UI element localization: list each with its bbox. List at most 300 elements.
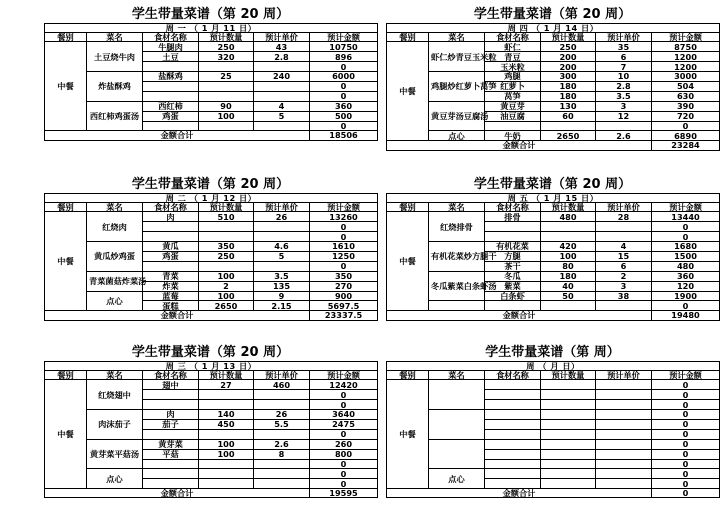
unit-price: 12 (596, 111, 652, 121)
unit-price (254, 261, 310, 271)
planned-quantity (199, 62, 254, 72)
planned-quantity: 180 (541, 271, 596, 281)
planned-amount: 360 (310, 101, 378, 111)
unit-price (254, 400, 310, 410)
unit-price (254, 232, 310, 242)
total-label: 金额合计 (387, 311, 652, 320)
ingredient-name: 红萝卜 (485, 81, 541, 91)
unit-price (596, 419, 652, 429)
column-header: 预计数量 (541, 371, 596, 380)
planned-quantity: 60 (541, 111, 596, 121)
planned-amount: 12420 (310, 380, 378, 390)
menu-table (44, 23, 378, 141)
total-label: 金额合计 (387, 489, 652, 498)
unit-price: 2.15 (254, 301, 310, 311)
total-label: 金额合计 (45, 489, 310, 498)
ingredient-name: 牛腿肉 (143, 42, 199, 52)
planned-amount: 360 (652, 271, 720, 281)
unit-price: 2 (596, 271, 652, 281)
unit-price (596, 222, 652, 232)
planned-quantity: 320 (199, 52, 254, 62)
planned-amount: 0 (652, 390, 720, 400)
ingredient-name: 黄瓜 (143, 242, 199, 252)
unit-price: 38 (596, 291, 652, 301)
dish-name (429, 380, 485, 410)
unit-price (254, 479, 310, 489)
dish-name: 红烧肉 (87, 212, 143, 242)
planned-amount: 0 (652, 479, 720, 489)
planned-amount: 0 (310, 469, 378, 479)
planned-amount: 0 (310, 390, 378, 400)
total-amount: 19480 (652, 311, 720, 320)
column-header: 预计单价 (596, 203, 652, 212)
planned-quantity: 180 (541, 81, 596, 91)
total-row (45, 131, 378, 140)
planned-quantity (541, 479, 596, 489)
unit-price: 5.5 (254, 419, 310, 429)
planned-quantity: 2 (199, 281, 254, 291)
column-header: 食材名称 (143, 33, 199, 42)
planned-quantity (541, 429, 596, 439)
unit-price (596, 469, 652, 479)
unit-price: 4 (254, 101, 310, 111)
dish-name: 有机花菜炒方腿干 (429, 242, 485, 272)
column-header: 预计金额 (652, 203, 720, 212)
ingredient-name (143, 261, 199, 271)
column-header: 预计单价 (596, 371, 652, 380)
planned-quantity: 510 (199, 212, 254, 222)
table-row (387, 301, 720, 311)
ingredient-name (143, 222, 199, 232)
ingredient-name: 紫菜 (485, 281, 541, 291)
planned-amount: 630 (652, 91, 720, 101)
column-header: 预计数量 (541, 33, 596, 42)
planned-quantity (199, 459, 254, 469)
ingredient-name: 油豆腐 (485, 111, 541, 121)
planned-quantity (541, 419, 596, 429)
table-row (45, 469, 378, 479)
planned-quantity (199, 261, 254, 271)
unit-price: 460 (254, 380, 310, 390)
planned-amount: 8750 (652, 42, 720, 52)
ingredient-name: 鸡腿 (485, 72, 541, 82)
table-row (45, 410, 378, 420)
unit-price: 10 (596, 72, 652, 82)
planned-amount: 0 (310, 121, 378, 131)
planned-amount: 390 (652, 101, 720, 111)
ingredient-name (143, 62, 199, 72)
dish-name: 青菜菌菇炸菜汤 (87, 271, 143, 291)
column-header: 预计单价 (254, 371, 310, 380)
column-header: 预计金额 (652, 371, 720, 380)
planned-quantity (199, 400, 254, 410)
ingredient-name (143, 429, 199, 439)
column-header: 餐别 (45, 203, 87, 212)
unit-price: 5 (254, 111, 310, 121)
unit-price: 6 (596, 261, 652, 271)
ingredient-name: 黄豆芽 (485, 101, 541, 111)
dish-name: 黄芽菜平菇汤 (87, 439, 143, 469)
planned-quantity: 250 (541, 42, 596, 52)
column-header: 菜名 (429, 371, 485, 380)
ingredient-name: 冬瓜 (485, 271, 541, 281)
ingredient-name: 牛奶 (485, 131, 541, 141)
menu-panel-friday (386, 177, 719, 321)
planned-amount: 800 (310, 449, 378, 459)
planned-amount: 0 (310, 81, 378, 91)
table-row (45, 72, 378, 82)
table-row (45, 242, 378, 252)
unit-price: 2.8 (596, 81, 652, 91)
ingredient-name (143, 232, 199, 242)
ingredient-name (485, 449, 541, 459)
planned-amount: 0 (310, 429, 378, 439)
column-header: 食材名称 (485, 33, 541, 42)
planned-amount: 0 (310, 479, 378, 489)
unit-price (596, 380, 652, 390)
unit-price: 35 (596, 42, 652, 52)
menu-table (44, 361, 378, 498)
table-row (45, 380, 378, 390)
column-header: 餐别 (387, 371, 429, 380)
planned-amount: 720 (652, 111, 720, 121)
planned-amount: 1250 (310, 251, 378, 261)
column-header: 菜名 (87, 203, 143, 212)
column-header: 餐别 (45, 371, 87, 380)
planned-amount: 500 (310, 111, 378, 121)
total-row (45, 311, 378, 320)
ingredient-name (143, 459, 199, 469)
planned-amount: 0 (310, 232, 378, 242)
ingredient-name: 玉米粒 (485, 62, 541, 72)
table-row (387, 469, 720, 479)
total-row (387, 311, 720, 320)
planned-amount: 0 (652, 121, 720, 131)
dish-name: 冬瓜紫菜白条虾汤 (429, 271, 485, 301)
column-header: 预计金额 (310, 203, 378, 212)
planned-amount: 504 (652, 81, 720, 91)
ingredient-name: 有机花菜 (485, 242, 541, 252)
planned-amount: 896 (310, 52, 378, 62)
ingredient-name (485, 222, 541, 232)
unit-price (596, 232, 652, 242)
planned-amount: 13440 (652, 212, 720, 222)
planned-amount: 1900 (652, 291, 720, 301)
column-header: 预计数量 (199, 371, 254, 380)
column-header: 预计金额 (310, 33, 378, 42)
planned-amount: 0 (652, 469, 720, 479)
planned-quantity: 100 (199, 271, 254, 281)
ingredient-name: 茶干 (485, 261, 541, 271)
planned-quantity: 480 (541, 212, 596, 222)
planned-quantity (541, 439, 596, 449)
column-header: 食材名称 (143, 203, 199, 212)
week-label: 周 五 （ 1 月 15 日） (387, 194, 720, 203)
planned-amount: 5697.5 (310, 301, 378, 311)
ingredient-name (485, 380, 541, 390)
total-label: 金额合计 (387, 141, 652, 150)
column-header: 预计数量 (199, 33, 254, 42)
unit-price: 3.5 (596, 91, 652, 101)
unit-price (254, 390, 310, 400)
unit-price: 6 (596, 52, 652, 62)
planned-quantity: 350 (199, 242, 254, 252)
planned-quantity (199, 81, 254, 91)
planned-amount: 0 (652, 410, 720, 420)
ingredient-name (485, 121, 541, 131)
planned-amount: 0 (310, 459, 378, 469)
planned-amount: 1680 (652, 242, 720, 252)
table-row (387, 410, 720, 420)
column-header: 菜名 (87, 33, 143, 42)
planned-quantity (199, 91, 254, 101)
menu-table (386, 193, 720, 321)
panel-title: 学生带量菜谱（第 20 周） (131, 7, 290, 22)
unit-price: 5 (254, 251, 310, 261)
ingredient-name (485, 429, 541, 439)
planned-quantity (199, 469, 254, 479)
dish-name: 西红柿鸡蛋汤 (87, 101, 143, 131)
ingredient-name: 炸菜 (143, 281, 199, 291)
menu-table (386, 23, 720, 151)
panel-title: 学生带量菜谱（第 20 周） (131, 345, 290, 360)
header-row (45, 203, 378, 212)
planned-quantity: 200 (541, 62, 596, 72)
planned-quantity (541, 390, 596, 400)
planned-quantity (199, 429, 254, 439)
table-row (387, 131, 720, 141)
menu-panel-blank (386, 345, 719, 498)
planned-quantity: 50 (541, 291, 596, 301)
table-row (45, 42, 378, 52)
planned-quantity: 25 (199, 72, 254, 82)
dish-name: 点心 (429, 131, 485, 141)
unit-price (254, 429, 310, 439)
unit-price (596, 121, 652, 131)
unit-price: 3 (596, 101, 652, 111)
table-row (45, 212, 378, 222)
planned-amount: 0 (310, 91, 378, 101)
planned-amount: 1500 (652, 251, 720, 261)
planned-amount: 10750 (310, 42, 378, 52)
unit-price: 135 (254, 281, 310, 291)
week-label: 周 三 （ 1 月 13 日） (45, 362, 378, 371)
total-row (45, 489, 378, 498)
table-row (45, 439, 378, 449)
unit-price: 15 (596, 251, 652, 261)
table-row (45, 271, 378, 281)
table-row (387, 242, 720, 252)
ingredient-name (143, 390, 199, 400)
planned-quantity (541, 469, 596, 479)
unit-price: 8 (254, 449, 310, 459)
planned-amount: 0 (652, 400, 720, 410)
planned-quantity: 100 (199, 449, 254, 459)
planned-amount: 0 (310, 222, 378, 232)
column-header: 餐别 (45, 33, 87, 42)
column-header: 预计数量 (199, 203, 254, 212)
planned-quantity (541, 232, 596, 242)
header-row (387, 371, 720, 380)
dish-name: 黄瓜炒鸡蛋 (87, 242, 143, 272)
ingredient-name: 盐酥鸡 (143, 72, 199, 82)
planned-amount: 3000 (652, 72, 720, 82)
table-row (387, 101, 720, 111)
unit-price: 2.6 (254, 439, 310, 449)
ingredient-name: 莴笋 (485, 91, 541, 101)
total-label: 金额合计 (45, 131, 310, 140)
planned-quantity: 450 (199, 419, 254, 429)
ingredient-name: 翅中 (143, 380, 199, 390)
ingredient-name (485, 459, 541, 469)
total-row (387, 489, 720, 498)
table-row (45, 101, 378, 111)
column-header: 菜名 (429, 203, 485, 212)
table-row (387, 42, 720, 52)
planned-amount: 0 (310, 62, 378, 72)
ingredient-name (485, 400, 541, 410)
planned-amount: 350 (310, 271, 378, 281)
header-row (387, 33, 720, 42)
dish-name: 鸡腿炒红萝卜莴笋 (429, 72, 485, 102)
column-header: 菜名 (429, 33, 485, 42)
week-label: 周 二 （ 1 月 12 日） (45, 194, 378, 203)
ingredient-name: 虾仁 (485, 42, 541, 52)
dish-name: 红烧翅中 (87, 380, 143, 410)
planned-amount: 0 (310, 400, 378, 410)
unit-price (254, 81, 310, 91)
week-label: 周 四 （ 1 月 14 日） (387, 24, 720, 33)
meal-type: 中餐 (387, 42, 429, 141)
unit-price: 2.6 (596, 131, 652, 141)
column-header: 预计金额 (310, 371, 378, 380)
planned-amount: 1200 (652, 62, 720, 72)
planned-quantity (541, 121, 596, 131)
table-row (387, 380, 720, 390)
ingredient-name: 青菜 (143, 271, 199, 281)
unit-price (254, 121, 310, 131)
dish-name: 肉沫茄子 (87, 410, 143, 440)
ingredient-name: 黄芽菜 (143, 439, 199, 449)
planned-quantity: 140 (199, 410, 254, 420)
ingredient-name (485, 390, 541, 400)
total-amount: 23284 (652, 141, 720, 150)
planned-quantity: 200 (541, 52, 596, 62)
menu-panel-tuesday (44, 177, 377, 321)
ingredient-name (485, 410, 541, 420)
ingredient-name: 平菇 (143, 449, 199, 459)
meal-type: 中餐 (387, 212, 429, 311)
planned-amount: 2475 (310, 419, 378, 429)
unit-price (596, 400, 652, 410)
column-header: 餐别 (387, 33, 429, 42)
menu-panel-monday (44, 7, 377, 141)
dish-name: 土豆烧牛肉 (87, 42, 143, 72)
meal-type: 中餐 (387, 380, 429, 489)
planned-quantity (199, 232, 254, 242)
ingredient-name: 土豆 (143, 52, 199, 62)
ingredient-name: 肉 (143, 410, 199, 420)
planned-amount: 0 (310, 261, 378, 271)
planned-quantity: 180 (541, 91, 596, 101)
unit-price: 43 (254, 42, 310, 52)
ingredient-name (485, 232, 541, 242)
planned-amount: 0 (652, 439, 720, 449)
dish-name: 点心 (429, 469, 485, 489)
planned-quantity: 80 (541, 261, 596, 271)
planned-quantity: 27 (199, 380, 254, 390)
dish-name: 红烧排骨 (429, 212, 485, 242)
column-header: 预计单价 (254, 33, 310, 42)
menu-panel-thursday (386, 7, 719, 151)
column-header: 餐别 (387, 203, 429, 212)
planned-quantity (541, 459, 596, 469)
ingredient-name: 肉 (143, 212, 199, 222)
planned-amount: 1610 (310, 242, 378, 252)
unit-price (596, 301, 652, 311)
dish-name: 黄豆芽汤豆腐汤 (429, 101, 485, 131)
meal-type: 中餐 (45, 380, 87, 489)
unit-price (596, 479, 652, 489)
column-header: 菜名 (87, 371, 143, 380)
unit-price (254, 459, 310, 469)
unit-price: 9 (254, 291, 310, 301)
ingredient-name: 青豆 (485, 52, 541, 62)
planned-quantity: 100 (199, 439, 254, 449)
unit-price (254, 469, 310, 479)
dish-name (429, 301, 485, 311)
planned-amount: 0 (652, 449, 720, 459)
planned-quantity: 100 (199, 291, 254, 301)
unit-price (254, 62, 310, 72)
unit-price: 4.6 (254, 242, 310, 252)
planned-quantity: 250 (199, 42, 254, 52)
unit-price: 28 (596, 212, 652, 222)
unit-price (596, 459, 652, 469)
table-row (387, 439, 720, 449)
column-header: 预计金额 (652, 33, 720, 42)
ingredient-name: 蓝莓 (143, 291, 199, 301)
planned-quantity: 420 (541, 242, 596, 252)
table-row (387, 72, 720, 82)
column-header: 食材名称 (485, 203, 541, 212)
dish-name: 虾仁炒青豆玉米粒 (429, 42, 485, 72)
unit-price: 3 (596, 281, 652, 291)
meal-type: 中餐 (45, 212, 87, 311)
ingredient-name (485, 419, 541, 429)
total-amount: 19595 (310, 489, 378, 498)
planned-quantity (541, 301, 596, 311)
unit-price: 4 (596, 242, 652, 252)
panel-title: 学生带量菜谱（第 周） (485, 345, 620, 360)
unit-price (596, 429, 652, 439)
unit-price (596, 390, 652, 400)
header-row (45, 371, 378, 380)
dish-name (429, 410, 485, 440)
ingredient-name: 方腿 (485, 251, 541, 261)
planned-quantity: 40 (541, 281, 596, 291)
planned-amount: 3640 (310, 410, 378, 420)
menu-table (386, 361, 720, 498)
planned-quantity: 2650 (541, 131, 596, 141)
ingredient-name: 西红柿 (143, 101, 199, 111)
planned-amount: 13260 (310, 212, 378, 222)
planned-amount: 6000 (310, 72, 378, 82)
meal-type: 中餐 (45, 42, 87, 131)
planned-quantity (541, 222, 596, 232)
table-row (45, 291, 378, 301)
ingredient-name: 茄子 (143, 419, 199, 429)
